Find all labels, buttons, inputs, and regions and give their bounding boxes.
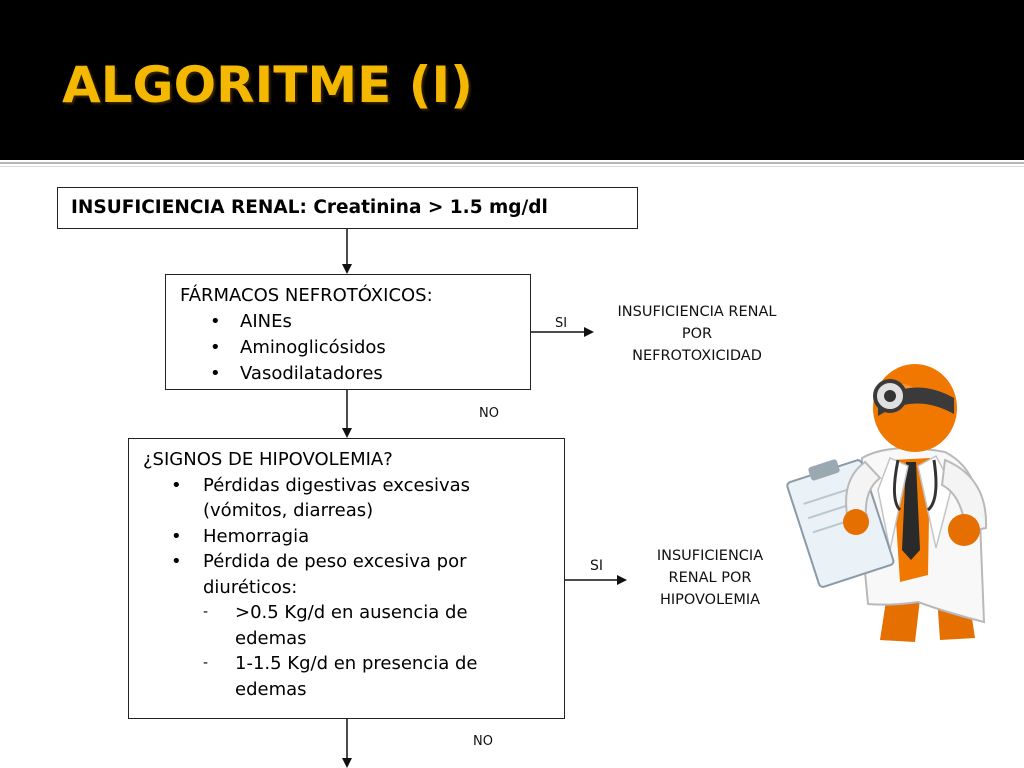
doctor-left-hand [843,509,869,535]
slide-title: ALGORITME (I) [62,56,473,114]
outcome-line: POR [681,326,713,342]
outcome-nefrotoxicidad [588,301,806,367]
doctor-right-hand [948,514,980,546]
no-label: NO [473,734,493,749]
list-item: • AINEs [180,309,530,335]
hipovolemia-list [143,473,564,703]
list-item [143,549,564,702]
creatinina-box [57,187,638,229]
creatinina-text: INSUFICIENCIA RENAL: Creatinina > 1.5 mg/dl [71,197,548,218]
outcome-line: INSUFICIENCIA RENAL [617,304,777,320]
divider-thin [0,166,1024,167]
si-label: SI [555,316,568,331]
list-item: • Hemorragia [143,524,564,550]
hipovolemia-box [128,438,565,719]
outcome-line: INSUFICIENCIA [656,548,764,564]
list-item-text: Pérdida de peso excesiva por diuréticos: [203,551,467,598]
list-item: • Pérdidas digestivas excesivas (vómitos, diarreas) [143,473,564,524]
nefrotoxicos-heading: FÁRMACOS NEFROTÓXICOS: [180,285,433,306]
list-item: • Vasodilatadores [180,361,530,387]
si-label: SI [590,558,604,574]
outcome-line: HIPOVOLEMIA [659,592,761,608]
nefrotoxicos-box [165,274,531,390]
no-label: NO [479,406,499,421]
outcome-line: NEFROTOXICIDAD [632,348,762,364]
hipovolemia-heading: ¿SIGNOS DE HIPOVOLEMIA? [143,449,393,470]
divider [0,162,1024,164]
outcome-line: RENAL POR [668,570,752,586]
sub-list-item: - >0.5 Kg/d en ausencia de edemas [203,600,524,651]
doctor-illustration [740,360,1024,645]
list-item: • Aminoglicósidos [180,335,530,361]
sub-list-item: - 1-1.5 Kg/d en presencia de edemas [203,651,524,702]
sub-list [203,600,524,702]
nefrotoxicos-list [180,309,530,387]
